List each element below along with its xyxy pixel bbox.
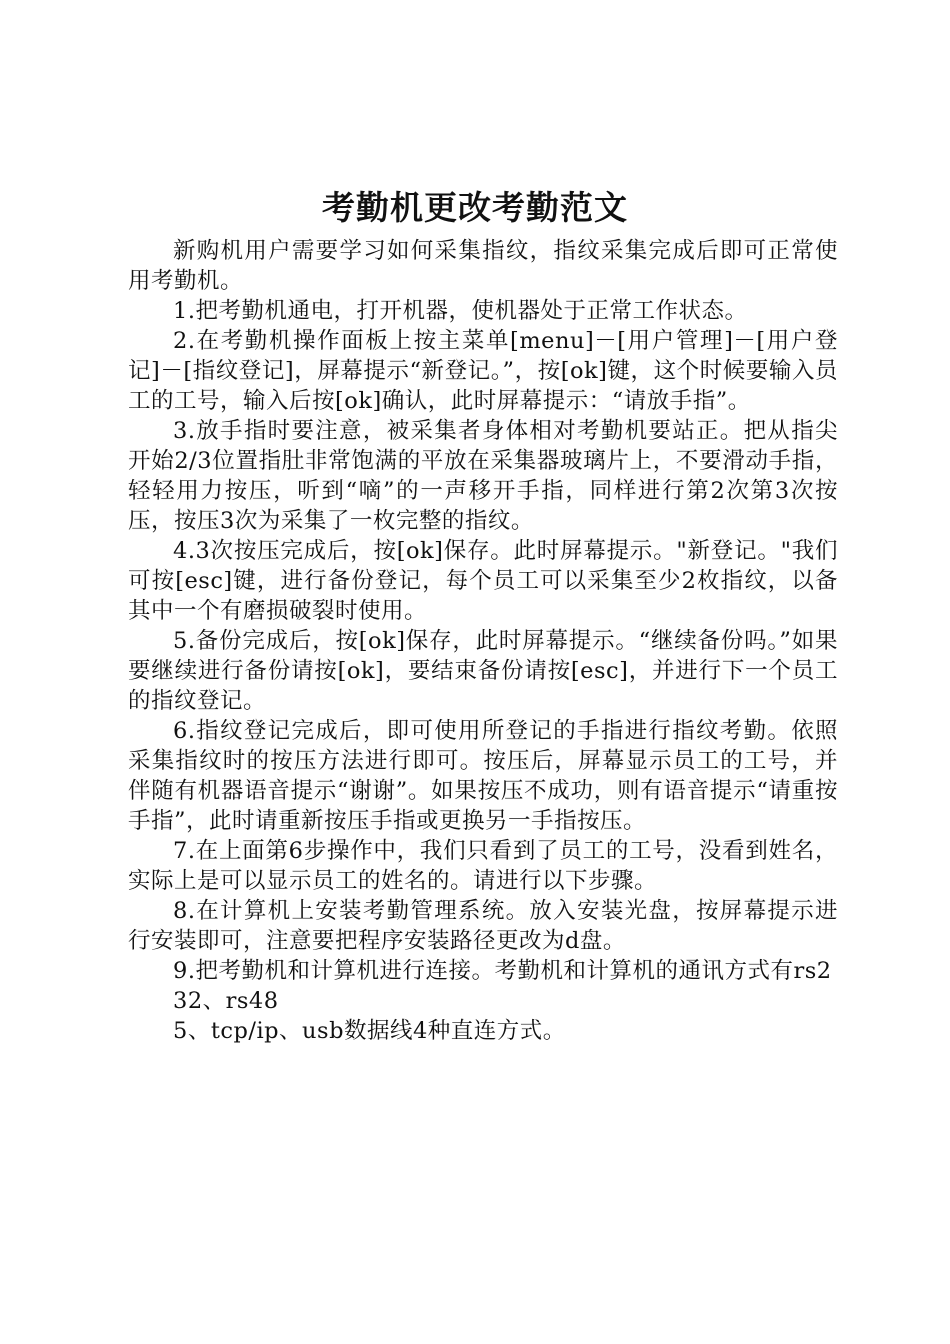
document-body xyxy=(128,236,838,1046)
paragraph-fragment-1: 32、rs48 xyxy=(173,988,279,1014)
paragraph-step-2: 2.在考勤机操作面板上按主菜单[menu]－[用户管理]－[用户登记]－[指纹登记]，屏幕提示“新登记。”，按[ok]键，这个时候要输入员工的工号，输入后按[ok]确认，此时屏幕提示：“请放手指”。 xyxy=(128,328,838,414)
document-title: 考勤机更改考勤范文 xyxy=(322,188,628,227)
paragraph-step-5: 5.备份完成后，按[ok]保存，此时屏幕提示。“继续备份吗。”如果要继续进行备份请按[ok]，要结束备份请按[esc]，并进行下一个员工的指纹登记。 xyxy=(128,628,838,714)
paragraph-intro: 新购机用户需要学习如何采集指纹，指纹采集完成后即可正常使用考勤机。 xyxy=(128,238,838,294)
paragraph-step-7: 7.在上面第6步操作中，我们只看到了员工的工号，没看到姓名，实际上是可以显示员工的姓名的。请进行以下步骤。 xyxy=(128,838,838,894)
paragraph-step-4: 4.3次按压完成后，按[ok]保存。此时屏幕提示。"新登记。"我们可按[esc]键，进行备份登记，每个员工可以采集至少2枚指纹，以备其中一个有磨损破裂时使用。 xyxy=(128,538,838,624)
paragraph-step-1: 1.把考勤机通电，打开机器，使机器处于正常工作状态。 xyxy=(173,298,748,324)
paragraph-fragment-2: 5、tcp/ip、usb数据线4种直连方式。 xyxy=(173,1018,566,1044)
paragraph-step-9: 9.把考勤机和计算机进行连接。考勤机和计算机的通讯方式有rs2 xyxy=(173,958,832,984)
paragraph-step-3: 3.放手指时要注意，被采集者身体相对考勤机要站正。把从指尖开始2/3位置指肚非常饱满的平放在采集器玻璃片上，不要滑动手指，轻轻用力按压，听到“嘀”的一声移开手指，同样进行第2次第3次按压，按压3次为采集了一枚完整的指纹。 xyxy=(128,418,838,534)
paragraph-step-6: 6.指纹登记完成后，即可使用所登记的手指进行指纹考勤。依照采集指纹时的按压方法进行即可。按压后，屏幕显示员工的工号，并伴随有机器语音提示“谢谢”。如果按压不成功，则有语音提示“请重按手指”，此时请重新按压手指或更换另一手指按压。 xyxy=(128,718,838,834)
paragraph-step-8: 8.在计算机上安装考勤管理系统。放入安装光盘，按屏幕提示进行安装即可，注意要把程序安装路径更改为d盘。 xyxy=(128,898,838,954)
